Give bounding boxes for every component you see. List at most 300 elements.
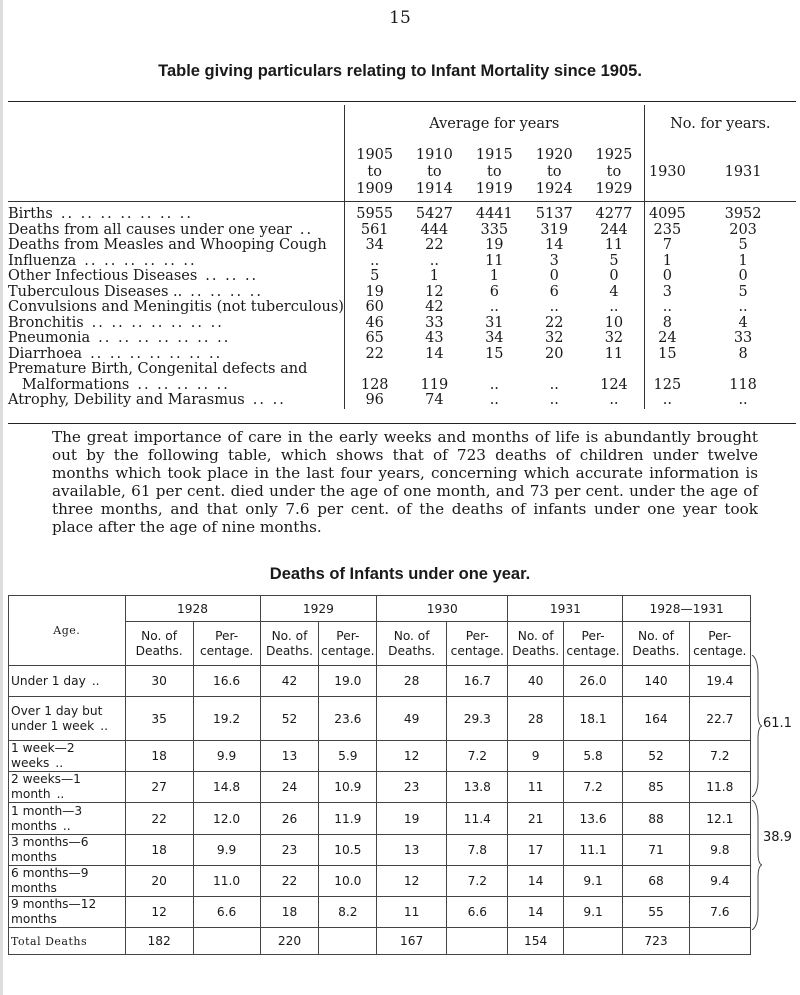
average-years-header: Average for years [344,105,644,143]
sub-header-row [9,622,800,666]
leader-dots: .. .. .. .. .. .. .. [60,206,194,222]
period-part: 1924 [535,181,573,197]
deaths-cell: 12 [377,866,447,897]
table1-cell: .. [549,376,559,393]
deaths-cell: 55 [623,897,689,928]
table1-row [8,347,796,363]
table1-cell: 125 [644,378,690,394]
table1-cell: 8 [644,316,690,332]
period-header [404,143,464,201]
percentage-cell: 9.1 [563,866,623,897]
infant-mortality-table [8,105,796,409]
percentage-cell: 13.6 [563,803,623,835]
table1-cell: 11 [485,252,504,269]
table1-cell: 235 [644,223,690,239]
deaths-subheader: No. of Deaths. [623,622,689,666]
total-deaths-cell: 220 [260,928,319,955]
period-part: to [546,164,562,180]
deaths-cell: 23 [377,772,447,803]
table1-cell [584,362,644,378]
percentage-cell: 11.8 [689,772,750,803]
table1-cell: 33 [733,330,753,346]
percentage-cell: 5.9 [319,741,377,772]
row-label-text: Other Infectious Diseases [8,268,198,284]
percentage-cell: 12.0 [193,803,260,835]
leader-dots: .. [56,787,65,801]
table1-cell: .. [644,300,690,316]
table1-cell: 0 [738,268,748,284]
deaths-cell: 30 [125,666,193,697]
row-label [8,347,344,363]
deaths-cell: 35 [125,697,193,741]
table1-cell: 3952 [724,206,762,222]
age-label-text: Under 1 day [11,673,86,688]
year-group-row [9,596,800,622]
total-row [9,928,800,955]
over-month-percentage: 38.9 [763,830,792,845]
deaths-cell: 68 [623,866,689,897]
period-part: 1914 [415,181,453,197]
year-header: 1930 [644,143,690,201]
table1-cell: 128 [344,378,404,394]
table1-cell: 42 [425,299,444,315]
table1-cell: 4 [609,283,619,300]
percentage-cell: 9.9 [193,835,260,866]
table1-cell: 31 [485,314,504,331]
deaths-cell: 85 [623,772,689,803]
total-deaths-cell: 182 [125,928,193,955]
deaths-cell: 11 [377,897,447,928]
percentage-cell: 29.3 [447,697,508,741]
year-group-header: 1928 [125,596,260,622]
deaths-subheader: No. of Deaths. [125,622,193,666]
leader-dots: .. [62,818,71,833]
leader-dots: .. [299,221,314,238]
row-label-text: Atrophy, Debility and Marasmus [8,392,245,408]
age-label-text: 9 months—12 months [11,897,97,926]
leader-dots: .. [91,673,100,688]
table1-cell: 34 [485,330,504,346]
deaths-subheader: No. of Deaths. [260,622,319,666]
row-label [8,362,344,378]
table2-row [9,835,800,866]
table1-cell: 60 [344,300,404,316]
deaths-cell: 14 [508,897,563,928]
year-group-header: 1929 [260,596,377,622]
table1-cell: 14 [425,345,444,362]
row-label-text: Pneumonia [8,330,91,346]
table1-cell: 118 [729,376,757,393]
table1-bottom-rule [8,423,796,424]
deaths-cell: 18 [125,741,193,772]
age-label [9,835,126,866]
percentage-cell: 7.6 [689,897,750,928]
infant-deaths-table [8,595,800,955]
table1-cell: 203 [729,221,757,238]
table1-cell: 119 [420,376,449,393]
table1-cell: 0 [609,268,619,284]
period-header-row [8,143,796,201]
row-label-text: Births [8,206,53,222]
percentage-cell: 9.9 [193,741,260,772]
deaths-cell: 49 [377,697,447,741]
period-part: 1919 [475,181,513,197]
table1-row [8,300,796,316]
deaths-cell: 26 [260,803,319,835]
percentage-cell: 7.2 [563,772,623,803]
percentage-cell: 9.8 [689,835,750,866]
table1-cell: 4277 [595,206,633,222]
row-label-text: Diarrhoea [8,345,83,362]
percentage-cell: 12.1 [689,803,750,835]
period-part: to [427,164,442,180]
deaths-subheader: No. of Deaths. [508,622,563,666]
percentage-cell: 10.0 [319,866,377,897]
table1-cell: 15 [644,347,690,363]
period-part: 1915 [475,147,513,163]
table1-cell: 12 [425,283,444,300]
table1-cell [690,362,796,378]
table1-cell: 96 [344,393,404,409]
table1-cell [344,362,404,378]
row-label [8,393,344,409]
table1-cell: 335 [480,221,509,238]
table1-cell: 244 [600,221,628,238]
percentage-cell: 10.5 [319,835,377,866]
total-percentage-cell [563,928,623,955]
percentage-subheader: Per- centage. [193,622,260,666]
table1-row [8,223,796,239]
table1-cell: 5955 [344,207,404,223]
table1-cell: 34 [344,238,404,254]
row-label [8,238,344,254]
table1-cell: 1 [429,268,439,284]
table1-cell: 561 [344,223,404,239]
deaths-cell: 19 [377,803,447,835]
table1-cell: 5137 [535,206,573,222]
table1-cell: 32 [604,330,624,346]
deaths-cell: 28 [377,666,447,697]
year-group-header: 1928—1931 [623,596,751,622]
table1-cell: 4095 [644,207,690,223]
percentage-cell: 22.7 [689,697,750,741]
table1-row [8,393,796,409]
brace-upper-icon [750,655,762,797]
deaths-cell: 164 [623,697,689,741]
table1-cell: 444 [420,221,449,238]
year-group-header: 1931 [508,596,623,622]
row-label [8,207,344,223]
percentage-cell: 26.0 [563,666,623,697]
table1-cell: 43 [425,330,444,346]
total-percentage-cell [319,928,377,955]
table2-row [9,741,800,772]
age-label [9,772,126,803]
deaths-cell: 42 [260,666,319,697]
table1-row [8,285,796,301]
table1-cell: 22 [545,314,564,331]
percentage-subheader: Per- centage. [319,622,377,666]
table2-row [9,666,800,697]
deaths-cell: 13 [377,835,447,866]
percentage-cell: 23.6 [319,697,377,741]
table1-cell: .. [489,392,499,408]
percentage-subheader: Per- centage. [563,622,623,666]
leader-dots: .. .. .. .. .. [137,376,230,393]
period-part: 1910 [415,147,453,163]
page-edge [0,0,3,995]
total-percentage-cell [689,928,750,955]
leader-dots: .. .. .. .. [190,283,263,300]
age-label-text: 3 months—6 months [11,835,89,864]
deaths-cell: 140 [623,666,689,697]
deaths-cell: 27 [125,772,193,803]
table1-cell [464,362,524,378]
row-label-text: Bronchitis [8,314,84,331]
percentage-cell: 16.7 [447,666,508,697]
table1-cell: 6 [489,283,499,300]
period-part: 1905 [356,147,394,163]
table1-row [8,254,796,270]
table1-cell: 3 [549,252,559,269]
age-label [9,803,126,835]
table1-cell: .. [549,299,559,315]
age-label-text: 1 month—3 months [11,803,83,833]
table1-body [8,207,796,409]
table1-cell: 65 [344,331,404,347]
table1-row [8,238,796,254]
table1-cell: 19 [485,237,504,253]
percentage-cell: 7.8 [447,835,508,866]
period-header [344,143,404,201]
table1-cell: 8 [738,345,748,362]
row-label-text: Premature Birth, Congenital defects and [8,361,308,377]
deaths-cell: 28 [508,697,563,741]
percentage-cell: 19.4 [689,666,750,697]
percentage-cell: 7.2 [689,741,750,772]
table1-row [8,331,796,347]
table1-cell: 11 [604,237,624,253]
row-label-text: Convulsions and Meningitis (not tuberculous) [8,299,344,315]
total-label: Total Deaths [9,928,126,955]
table1-cell: 6 [549,283,559,300]
row-label [8,316,344,332]
table1-cell: 7 [644,238,690,254]
table1-cell: .. [644,393,690,409]
percentage-cell: 11.4 [447,803,508,835]
deaths-cell: 20 [125,866,193,897]
table1-cell: 5 [344,269,404,285]
table1-row [8,378,796,394]
year-header: 1931 [724,163,762,180]
table1-cell: 4 [738,314,748,331]
percentage-cell: 8.2 [319,897,377,928]
leader-dots: .. .. .. .. .. .. .. [90,345,223,362]
deaths-cell: 17 [508,835,563,866]
percentage-cell: 19.0 [319,666,377,697]
percentage-cell: 7.2 [447,866,508,897]
deaths-cell: 14 [508,866,563,897]
percentage-cell: 18.1 [563,697,623,741]
period-part: 1909 [356,181,394,197]
table1-cell: .. [489,299,499,315]
table2-row [9,803,800,835]
under-month-percentage: 61.1 [763,716,792,731]
table2-title: Deaths of Infants under one year. [269,565,531,583]
table1-cell: 11 [604,345,624,362]
deaths-cell: 18 [125,835,193,866]
total-deaths-cell: 167 [377,928,447,955]
age-label [9,697,126,741]
deaths-cell: 52 [260,697,319,741]
leader-dots: .. [100,718,108,733]
table2-row [9,697,800,741]
deaths-cell: 12 [125,897,193,928]
deaths-subheader: No. of Deaths. [377,622,447,666]
row-label [8,331,344,347]
deaths-cell: 9 [508,741,563,772]
deaths-cell: 88 [623,803,689,835]
percentage-cell: 6.6 [193,897,260,928]
deaths-cell: 12 [377,741,447,772]
table1-row [8,269,796,285]
table1-cell: 5 [738,237,748,253]
deaths-cell: 24 [260,772,319,803]
leader-dots: .. .. .. .. .. .. [84,252,197,269]
table1-cell: 5 [738,283,748,300]
percentage-cell: 11.1 [563,835,623,866]
percentage-cell: 16.6 [193,666,260,697]
percentage-cell: 5.8 [563,741,623,772]
table1-cell: 32 [545,330,564,346]
period-part: 1929 [595,181,633,197]
table1-cell: 1 [644,254,690,270]
table1-cell: .. [609,299,619,315]
table1-cell: 4441 [475,206,513,222]
percentage-cell: 9.4 [689,866,750,897]
table1-cell: 5427 [415,206,453,222]
table1-cell: 74 [425,392,444,408]
table1-cell: 14 [545,237,564,253]
percentage-cell: 10.9 [319,772,377,803]
table1-cell: 1 [738,252,748,269]
leader-dots: .. .. .. .. .. .. .. [91,314,224,331]
percentage-cell: 9.1 [563,897,623,928]
table1-cell: .. [738,392,748,408]
row-label [8,223,344,239]
row-label-text: Deaths from Measles and Whooping Cough [8,237,327,253]
table1-cell: 5 [609,252,619,269]
period-header [524,143,584,201]
age-label [9,666,126,697]
table1-cell: 0 [644,269,690,285]
table1-cell: 10 [604,314,624,331]
table2-row [9,866,800,897]
percentage-cell: 11.0 [193,866,260,897]
percentage-cell: 6.6 [447,897,508,928]
leader-dots: .. .. .. .. .. .. .. [98,330,231,346]
table1-cell: 15 [485,345,504,362]
table1-cell [644,362,690,378]
top-rule [8,101,796,102]
table1-cell: 22 [344,347,404,363]
total-percentage-cell [193,928,260,955]
age-label-text: Over 1 day but under 1 week [11,703,103,733]
leader-dots: .. [55,756,64,770]
age-label [9,741,126,772]
row-label-text: Influenza [8,252,77,269]
deaths-cell: 11 [508,772,563,803]
table1-row [8,207,796,223]
table1-row [8,316,796,332]
page-number: 15 [389,8,411,28]
deaths-cell: 18 [260,897,319,928]
age-label-text: 6 months—9 months [11,866,89,895]
table1-cell: 22 [425,237,444,253]
table2-row [9,772,800,803]
table1-cell: 33 [425,314,444,331]
table1-cell: 24 [644,331,690,347]
table1-cell: 319 [540,221,569,238]
table1-cell: 1 [489,268,499,284]
percentage-cell: 7.2 [447,741,508,772]
table1-cell: 46 [344,316,404,332]
percentage-cell: 13.8 [447,772,508,803]
year-group-header: 1930 [377,596,508,622]
row-label [8,378,344,394]
age-header: Age. [9,596,126,666]
deaths-cell: 40 [508,666,563,697]
deaths-cell: 71 [623,835,689,866]
brace-lower-icon [750,800,762,930]
table1-cell: 0 [549,268,559,284]
table1-cell: .. [609,392,619,408]
period-header [464,143,524,201]
deaths-cell: 22 [125,803,193,835]
deaths-cell: 52 [623,741,689,772]
table1-cell: 124 [600,376,628,393]
total-deaths-cell: 723 [623,928,689,955]
period-part: 1920 [535,147,573,163]
commentary-paragraph: The great importance of care in the early weeks and months of life is abundantly brought out by the following table, which shows that of 723 deaths of children under twelve months which took place in the last four years, concerning which accurate information is available, 61 per cent. died under the age of one month, and 73 per cent. under the age of three months, and that only 7.6 per cent. of the deaths of infants under one year took place after the age of nine months. [52,428,758,536]
table1-cell [404,362,464,378]
table1-cell: 3 [644,285,690,301]
age-label-text: 1 week—2 weeks [11,741,75,770]
deaths-cell: 22 [260,866,319,897]
table1-cell: .. [429,252,439,269]
period-part: to [367,164,382,180]
table2-row [9,897,800,928]
total-percentage-cell [447,928,508,955]
row-label-text: Deaths from all causes under one year [8,221,292,238]
table2-body [9,596,800,955]
table1-cell [524,362,584,378]
percentage-subheader: Per- centage. [447,622,508,666]
total-deaths-cell: 154 [508,928,563,955]
row-label-text: Malformations [8,376,130,393]
period-part: 1925 [595,147,633,163]
table1-cell: .. [344,254,404,270]
period-header [584,143,644,201]
number-years-header: No. for years. [644,105,796,143]
leader-dots: .. .. .. [205,268,259,284]
table1-cell: 19 [344,285,404,301]
row-label [8,300,344,316]
percentage-cell: 14.8 [193,772,260,803]
row-label [8,254,344,270]
table1-cell: .. [549,392,559,408]
deaths-cell: 13 [260,741,319,772]
